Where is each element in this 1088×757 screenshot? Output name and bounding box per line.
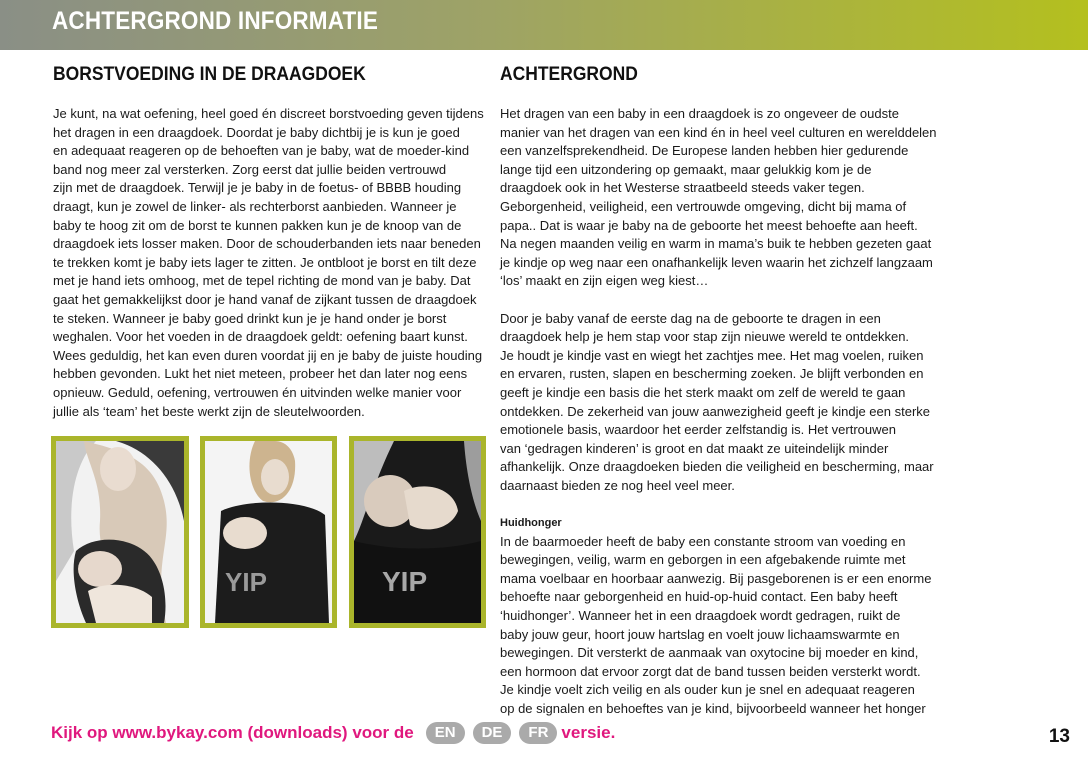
text-line: Geborgenheid, veiligheid, een vertrouwde omgeving, dicht bij mama of [500,198,907,214]
text-line: jullie als ‘team’ het beste werkt zijn de sleutelwoorden. [53,403,365,419]
right-heading: ACHTERGROND [500,64,638,85]
text-line: daarnaast bieden ze nog heel veel meer. [500,477,735,493]
text-line: Na negen maanden veilig en warm in mama’s buik te hebben gezeten gaat [500,236,932,252]
text-line: op de signalen en behoeftes van je kind, bijvoorbeeld wanneer het honger [500,701,926,716]
text-line: behoefte naar geborgenheid en huid-op-huid contact. Een baby heeft [500,589,898,605]
text-line: band nog meer zal versterken. Zorg eerst dat jullie beiden vertrouwd [53,161,447,177]
text-line: In de baarmoeder heeft de baby een constante stroom van voeding en [500,533,906,549]
text-line: hebben gevonden. Lukt het niet meteen, probeer het dan later nog eens [53,366,468,382]
photo-image [354,441,481,623]
text-line: ontdekken. De zekerheid van jouw aanwezigheid geeft je kindje een sterke [500,403,930,419]
lang-en-badge[interactable]: EN [426,722,465,744]
text-line: bewegingen. Dit versterkt de aanmaak van oxytocine bij moeder en kind, [500,645,919,661]
text-line: draagdoek ook in het Westerse straatbeeld steeds vaker tegen. [500,180,865,196]
text-line: papa.. Dat is waar je baby na de geboorte het meest behoefte aan heeft. [500,217,918,233]
sling-logo-text: YIP [225,567,267,597]
text-line: Door je baby vanaf de eerste dag na de geboorte te dragen in een [500,310,881,326]
text-line: ‘huidhonger’. Wanneer het in een draagdoek wordt gedragen, ruikt de [500,608,901,624]
photo-image [56,441,184,623]
text-line: draagdoek iets losser maken. Door de schouderbanden iets naar beneden [53,236,481,252]
lang-fr-badge[interactable]: FR [519,722,557,744]
text-line: een hormoon dat ervoor zorgt dat de band tussen beiden versterkt wordt. [500,663,921,679]
right-body [500,105,937,719]
text-line: opnieuw. Geduld, oefening, vertrouwen én uitvinden welke manier voor [53,384,462,400]
text-line: te steken. Wanneer je baby goed drinkt kun je je hand onder je borst [53,310,447,326]
footer-suffix: versie. [561,723,616,742]
text-line: bewegingen, veilig, warm en geborgen in een afgebakende ruimte met [500,552,906,568]
photo-carrying-front [200,436,337,628]
text-line: Je kunt, na wat oefening, heel goed én discreet borstvoeding geven tijdens [53,106,484,121]
text-line: weghalen. Voor het voeden in de draagdoek geldt: oefening baart kunst. [53,329,468,345]
text-line: ‘los’ maakt en zijn eigen weg kiest… [500,273,709,289]
photo-baby-in-sling [349,436,486,628]
text-line: emotionele basis, waardoor het eerder zelfstandig is. Het vertrouwen [500,422,896,438]
text-line: en adequaat reageren op de behoeften van je baby, wat de moeder-kind [53,143,470,159]
text-line: te trekken komt je baby iets lager te zitten. Je ontbloot je borst en tilt deze [53,254,477,270]
text-line: met je hand iets omhoog, met de tepel richting de mond van je baby. Dat [53,273,471,289]
text-line: lange tijd een uitzondering op gemaakt, maar gelukkig kom je de [500,161,872,177]
text-line: Je houdt je kindje vast en wiegt het zachtjes mee. Het mag voelen, ruiken [500,347,924,363]
text-line: draagt, kun je zowel de linker- als rechterborst aanbieden. Wanneer je [53,198,457,214]
lang-de-badge[interactable]: DE [473,722,512,744]
subheading: Huidhonger [500,517,562,530]
text-line: het dragen in een draagdoek. Doordat je baby dichtbij je is kun je goed [53,124,460,140]
text-line: geeft je kindje een basis die het sterk maakt om zelf de wereld te gaan [500,384,906,400]
text-line: Het dragen van een baby in een draagdoek is zo ongeveer de oudste [500,106,899,121]
text-line: zijn met de draagdoek. Terwijl je je baby in de foetus- of BBBB houding [53,180,462,196]
page-number: 13 [1048,726,1070,747]
text-line: manier van het dragen van een kind én in heel veel culturen en werelddelen [500,124,937,140]
text-line: baby jouw geur, hoort jouw hartslag en voelt jouw lichaamswarmte en [500,626,900,642]
footer-prefix: Kijk op www.bykay.com (downloads) voor de [51,723,414,742]
text-line: afhankelijk. Onze draagdoeken bieden die veiligheid en bescherming, maar [500,459,934,475]
text-line: mama voelbaar en hoorbaar aanwezig. Bij pasgeborenen is er een enorme [500,570,932,586]
banner-title: ACHTERGROND INFORMATIE [52,7,379,35]
text-line: baby te hoog zit om de borst te kunnen pakken kun je de knoop van de [53,217,462,233]
sling-logo-text: YIP [382,566,428,597]
text-line: Wees geduldig, het kan even duren voordat jij en je baby de juiste houding [53,347,483,363]
text-line: en ervaren, rusten, slapen en bescherming zoeken. Je blijft verbonden en [500,366,924,382]
photo-breastfeeding [51,436,189,628]
text-line: draagdoek help je hem stap voor stap zijn nieuwe wereld te ontdekken. [500,329,910,345]
text-line: een vanzelfsprekendheid. De Europese landen hebben hier gedurende [500,143,909,159]
text-line: Je kindje voelt zich veilig en als ouder kun je snel en adequaat reageren [500,682,915,698]
text-line: gaat het gemakkelijkst door je hand vanaf de zijkant tussen de draagdoek [53,291,477,307]
footer-downloads [51,722,615,744]
left-body [53,105,484,421]
left-heading: BORSTVOEDING IN DE DRAAGDOEK [53,64,366,85]
header-banner [0,0,1088,50]
text-line: je kindje op weg naar een onafhankelijk leven waarin het zichzelf langzaam [500,254,933,270]
text-line: van ‘gedragen kinderen’ is groot en dat maakt ze uiteindelijk minder [500,440,889,456]
photo-image [205,441,332,623]
